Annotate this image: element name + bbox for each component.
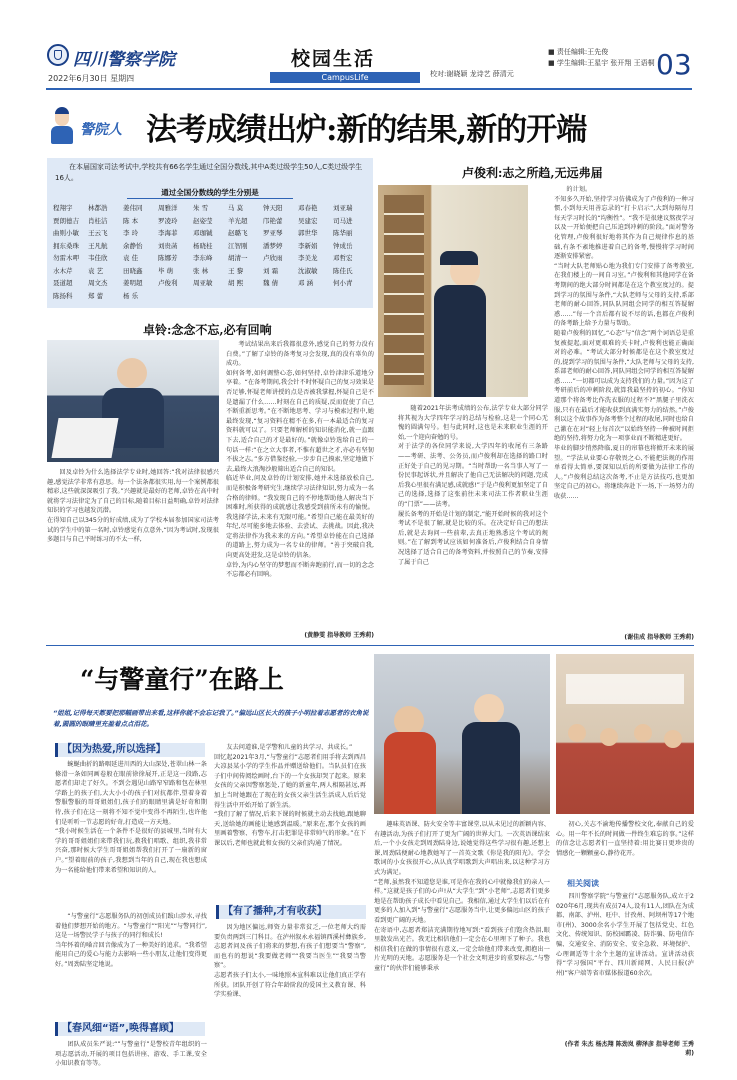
student-name: 何小青 xyxy=(333,279,353,287)
masthead xyxy=(0,0,737,100)
feature-col3b: 因为地区偏远,师资力量非常贫乏,一位老师大约需要负责两到三门科目。在泸州叙永永福镇西溪村彝族乡,志愿者问及孩子们将来的梦想,有孩子们想要当“警察”,而也有的想说“我要做老师”“我要当医生”“我要当警察”。 志愿者孩子们太小,一味地照本宣科难以让他们真正学有所获。团队开创了符合年龄阶段的爱国主义教育课、科学实验课、 xyxy=(214,924,366,999)
proof-line: 校对:谢晓颖 龙诗艺 薛清元 xyxy=(430,70,514,78)
student-name: 张 林 xyxy=(193,266,209,275)
student-name: 邝艳蕾 xyxy=(263,216,283,225)
student-name: 曲则小敏 xyxy=(53,229,79,237)
student-name: 魏 倩 xyxy=(263,279,279,287)
student-name: 刘 霜 xyxy=(263,266,279,275)
story1-byline: (黄静雯 指导教师 王秀莉) xyxy=(304,632,374,639)
student-name: 赵璐飞 xyxy=(228,229,248,237)
student-name: 李美龙 xyxy=(298,254,318,262)
student-name: 杨晓桂 xyxy=(193,241,213,250)
feature-photo-2 xyxy=(556,654,694,814)
page-number: 03 xyxy=(656,48,692,81)
student-name xyxy=(263,291,298,304)
student-name: 邓珈铖 xyxy=(193,229,213,237)
section-en: CampusLife xyxy=(321,73,369,82)
student-name xyxy=(228,291,263,304)
student-name: 沈淑敏 xyxy=(298,266,318,275)
student-name: 拥东桑珠 xyxy=(53,241,79,250)
student-name: 邓 涵 xyxy=(298,279,314,287)
student-name xyxy=(193,291,228,304)
names-title-rule xyxy=(127,198,293,199)
student-name: 王凡航 xyxy=(88,241,108,250)
story2-title: 卢俊利:志之所趋,无远弗届 xyxy=(462,166,603,180)
student-name: 李东峰 xyxy=(193,254,213,262)
student-name: 姜明超 xyxy=(123,279,143,287)
masthead-date: 2022年6月30日 星期四 xyxy=(48,74,135,83)
student-name: 王 黎 xyxy=(228,266,244,275)
student-name: 勿雷木呷 xyxy=(53,254,79,262)
student-name: 周亚敏 xyxy=(193,279,213,287)
feature-col1: 蜿蜒曲折的路咽延进川西的大山深处,苍翠山林一条條滑一条如同画卷般在眼前徐徐展开,正是这一段路,志愿者们却走了好久。不到会遇见山路窄窄路和包在林里学路上的孩子们,大大小小的孩子们对抗都伴,望着身着警服警服的哥哥姐姐们,孩子们的眼睛里满是好奇和期待,孩子们在这一刻将不知不觉中变得不再陌生,也许他们是听听一节志愿的好奇,打造成一方天地。 “我小时候生活在一个条件不是很好的县城里,当时有大学的哥哥姐姐们来带我们玩,教我们唱歌、组织,我非常兴奋,那时候大学生哥哥姐姐帮我们打开了一扇新的窗户。”望着眼前的孩子,我想到当年的自己,现在我也想成为一名能给他们带来希望和知识的人。 xyxy=(55,761,207,874)
editor-line-2: ■ 学生编辑:王星宇 张开翔 王语桐 xyxy=(548,59,655,67)
intro-box xyxy=(47,158,373,308)
student-name: 邓哲宏 xyxy=(333,254,353,262)
student-name: 聂道超 xyxy=(53,279,73,287)
story1-col2: 考试结果出来后我都很意外,感觉自己的努力没有白费。”了解了卓铃的备考复习会发现,真的没有辜负的成功。 如何备考,如何调整心态,如何坚持,卓铃津津乐道地分享着。“在备考期间,我会针不时怀疑自己的复习效果是否足够,怀疑老师讲授的点是否被我掌握,怀疑自己是不是遗漏了什么……时刻在自己的质疑,反而促使了自己不断重新思考。”在不断地思考、学习与模索过程中,她最终发现,“复习资料在精不在多,有一本最适合的复习资料就可以了。只要老师解析的知识能消化,就一直跟下去,适合自己的才是最好的。”就像卓铃选给自己的一句话一样:“在之立大事者,不惟有超世之才,亦必有坚韧不拔之志。”多方借鉴经验,一步步自己摸索,坚定地做下去,最终大浪淘沙般筛出适合自己的知识。 临近毕业,问及卓铃的计划安排,她并未选择放松自己,而是积极备考研究生,继续学习法律知识,努力成为一名合格的律师。“我发现自己的不停地帮助他人解决当下困难时,所获得的成就感让我感受到前所未有的愉悦。我选择学法,未来有无限可能。”希望自己能在最美好的年纪,尽可能多地去体验、去尝试、去挑战。因此,我决定将法律作为我未来的方向。”希望卓铃能在自己选择的道路上,努力成为一名专业的律师。“善于突破自我,向更高处进发,这是卓铃的信条。 卓铃,为内心坚守的梦想而不断奔跑前行,而一切的念念不忘都必有回响。 xyxy=(226,341,374,579)
student-name: 钟天阳 xyxy=(263,204,283,212)
feature-quote: “姐姐,记得每天都要把那幅画带出来看,这样你就不会忘记我了。”偏远山区长大的孩子小明拉着志愿者的衣角说着,圆圆的眼睛里充盈着点点泪花。 xyxy=(53,709,369,728)
section-title: 校园生活 xyxy=(291,48,376,70)
student-name xyxy=(158,291,193,304)
names-row xyxy=(53,241,369,254)
student-name xyxy=(298,291,333,304)
student-name: 水木芹 xyxy=(53,266,73,275)
intro-text: 在本届国家司法考试中,学校共有66名学生通过全国分数线,其中A类过级学生50人,C类过级学生16人。 xyxy=(55,163,363,182)
feature-byline: (作者 朱杰 杨杰翔 陈劲岚 柳泽彦 指导老师 王秀莉) xyxy=(564,1041,694,1057)
student-name: 王云飞 xyxy=(88,229,108,237)
police-mascot-icon xyxy=(47,107,77,145)
student-name: 毕 萌 xyxy=(158,266,174,275)
names-row xyxy=(53,216,369,229)
story1-photo xyxy=(47,340,219,462)
student-name: 刘亚瑞 xyxy=(333,204,353,212)
student-name: 胡 熙 xyxy=(228,279,244,287)
student-name: 周雅洋 xyxy=(158,204,178,212)
student-name: 杨 乐 xyxy=(123,291,139,300)
feature-sub1: 【因为热爱,所以选择】 xyxy=(55,743,205,757)
names-row xyxy=(53,228,369,241)
related-text: 四川警察学院“与警童行”志愿服务队,成立于2020年6月,现共有成员74人,设有11人,团队在为成都、南部、泸州、旺中、甘孜州、阿坝州等17个地市(州)、3000余名小学生开展了包括党史、红色文化、传统知识、防校园霸凌、防诈骗、防电信诈骗、交通安全、消防安全、安全急救、环境保护、心理调适等十余个主题的宣讲活动。宣讲活动获得“学习强国”平台、四川新闻网、人民日报(泸州)”客户端等省市媒体报道60余次。 xyxy=(556,893,694,977)
feature-top-rule xyxy=(46,645,694,646)
editor-line-1: ■ 责任编辑:王先俊 xyxy=(548,48,609,56)
student-name: 李 玲 xyxy=(123,229,139,237)
student-name: 潘梦婷 xyxy=(263,241,283,250)
student-name: 陈扬科 xyxy=(53,291,73,300)
student-name: 袁 佳 xyxy=(123,254,139,262)
student-name: 韦佳欣 xyxy=(88,254,108,262)
feature-photo-1 xyxy=(374,654,550,814)
feature-title: “与警童行”在路上 xyxy=(80,665,284,694)
headline-badge: 警院人 xyxy=(80,122,122,138)
story2-col2: 的计划。 不知多久开始,坚持学习仿佛成为了卢俊利的一种习惯,小到每天用善忘录的“打卡启示”,大到每隔每月每天学习时长的“均衡性”。“我不是很建议熬夜学习以及一开始便把自己压迫到冲刺的阶段。”面对警务化管理,卢俊利很好地将其作为自己规律作息的基础,有条不紊地推进着自己的备考,慢慢将学习时间逐渐安排紧密。 “当时大队老师贴心地为我们专门安排了备考教室,在我们楼上的一间自习室。”卢俊利和其他同学在备考期间的绝大部分时间都是在这个教室度过的。提到学习的氛围与条件,“大队老师与父母的支持,系部老师的耐心回答,同队队同组会同学的相互答疑解惑……”每一个音后都有说不尽的话,也都在卢俊利的备考路上给予力量与帮助。 随着卢俊利的回忆,“心态”与“信念”两个词语总是重复被提起,面对更艰难的关卡时,卢俊利也能正确面对的必难。“考试大部分时候都是在这个教室度过的,提到学习的氛围与条件,“大队老师与父母的支持,系部老师的耐心回答,同队同组会同学的相互答疑解惑……”一切都可以成为支持我们的力量。”因为这了考研前后的冲刺阶段,就算我最坚持的初心。“你知道那个将备考比作洗衣服的过程不?”黑腿子里洗衣服,只有在最后才能收获到真满实努力的结然。”卢俊利以这个故事作为备考整个过程的收尾,同时也给自己激在在对“轻上每首次”以始终坚持一种被时间拒绝的坚持,将努力化为一项事业而不断精进更好。 毕业的脚步悄然降临,夏日的帘幕也将掀开未来的展望。“学法从业要心存敬畏之心,不能把法规的作用单看得太简单,要深知以后的所要做为法律工作的人。”卢俊利总结这次备考,不止是方法技巧,也更加坚定自己的初心。将继续奔赴下一场,下一场努力的收获…… xyxy=(554,186,694,500)
student-name: 林都浩 xyxy=(88,204,108,212)
student-name: 陈华丽 xyxy=(333,229,353,237)
student-name: 姜伟同 xyxy=(123,204,143,212)
student-name: 肖桂洁 xyxy=(88,216,108,225)
student-name: 李海菲 xyxy=(158,229,178,237)
student-name: 江智刚 xyxy=(228,241,248,250)
feature-col2: “与警童行”志愿服务队的初创成员们跋山涉水,寻找着他们梦想开始的地方。“与警童行”“阳光”“与警同行”,这是一场警民学子与孩子的同行和成长! 当年怀着的嗓音回音像成为了一种美好的追求。“我希望能用自己的爱心与能力去影响一些小朋友,让他们变得更好。”周劲陆坚定地说。 xyxy=(55,913,207,968)
student-name: 周文杰 xyxy=(88,279,108,287)
student-name: 程翔宇 xyxy=(53,204,73,212)
story1-title: 卓铃:念念不忘,必有回响 xyxy=(143,323,272,337)
student-name: 钟成岳 xyxy=(333,241,353,250)
names-row xyxy=(53,278,369,291)
student-name: 刘贵菡 xyxy=(158,241,178,250)
story1-col1: 回及卓铃为什么选择法学专业时,她回答:“我对法律很感兴趣,感觉法学非常有意思。每一个法条都很实用,每一个案例都很精彩,这些就深深吸引了我。”兴趣就是最好的老师,卓铃在高中时就将学习法律定为了自己的目标,随着目标日益明确,卓铃对法律知识的学习也越发沉潜。 在得知自己以345分的好成绩,成为了学校本届参加国家司法考试的学生中的第一名时,卓铃感觉有点意外,“因为考试时,发现很多题目与自己平时练习的不太一样, xyxy=(47,469,219,544)
student-name: 贾朗德吉 xyxy=(53,216,79,225)
names-row xyxy=(53,203,369,216)
related-title: 相关阅读 xyxy=(567,879,599,888)
student-name: 李新娟 xyxy=(298,241,318,250)
student-name: 陈娜芳 xyxy=(158,254,178,262)
student-name: 赵姿莹 xyxy=(193,216,213,225)
student-name: 余静怡 xyxy=(123,241,143,250)
student-name: 卢俊利 xyxy=(158,279,178,287)
masthead-rule xyxy=(46,88,692,90)
story2-byline: (谢佳成 指导教师 王秀莉) xyxy=(624,634,694,641)
names-row xyxy=(53,291,369,304)
headline-title: 法考成绩出炉:新的结果,新的开端 xyxy=(146,112,587,148)
student-name: 郭世华 xyxy=(298,229,318,237)
feature-col4: 趣味英语课、防火安全等丰富课堂,以从未见过的新颖内容、有趣活动,为孩子们打开了更为广阔的世界大门。一次英语课结束后,一个小女孩走到周劲陆身边,说她觉得这些学习很有趣,还想上课,周劲陆便耐心地教她写了一首英文歌《你是我的阳光》。学会歌词的小女孩很开心,从认真学唱歌到大声唱出来,以这种学习方式为满足。 “老师,虽然我不知道您是谁,可是你在我的心中就像我们的亲人一样。”这就是孩子们的心声!从“大学生”到“小老师”,志愿者们更多地是在帮助孩子成长中看见自己。我相信,通过大学生们以后在有更多的人加入到“与警童行”志愿服务当中,让更多偏远山区的孩子看到更广阔的天地。 在寄语中,志愿者郑洁充满期待地写到:“看到孩子们饱含热泪,眼里散发出光芒。我无比相信他们一定会在心里埋下了种子。我也相信我们在做的事情很有意义,一定会给他们带来改变,拥抱出一片光明的天地。志愿服务是一个社会文明进步的重要标志,“与警童行”的伙伴们能够秉承 xyxy=(374,821,550,972)
feature-col5: 初心,关志不渝地传播警校文化,奉献自己的爱心。用一年不长的时间做一件终生难忘的事。”这样的信念让志愿者们一直坚持着:用比赛日更珍贵的情感化一颗颗童心,静待花开。 xyxy=(556,821,694,857)
section-en-bar xyxy=(270,72,420,83)
school-emblem-icon xyxy=(47,44,69,66)
student-name: 罗亚琴 xyxy=(263,229,283,237)
student-name: 陈 本 xyxy=(123,216,139,225)
student-name: 田晓鑫 xyxy=(123,266,143,275)
names-row xyxy=(53,266,369,279)
student-name: 卢欣雨 xyxy=(263,254,283,262)
student-name: 朱 雪 xyxy=(193,204,209,212)
story2-col1: 随着2021年法考成绩的公布,法学专业大部分同学将其视为大学四年学习的总结与检验,这是一个同心无愧的圆满句号。但与此同时,这也是未来职业生涯的开始,一个迎向奋勉的号。 对于法学的各位同学来说,大学四年的收尾有三条路——考研、法考、公务员,而卢俊利却在选择的路口时正好处于自己的见习期。“当时帮助一名当事人写了一份民事起诉状,并且解决了他自己无法解决的问题,完成后我心里很有满足感,成就感!”于是卢俊利更加坚定了自己的选择,选择了这张前往未来司法工作者职业生涯的“门票”——法考。 履长备考的开始是计划的制定,“能开始时候的我对这个考试不是很了解,就是比较的乐。在决定好自己的想法后,就是去询问一些前辈,去真正地熟悉这个考试的规则。”在了解到考试应该如何准备后,卢俊利结合自身情况选择了适合自己的备考资料,并按照自己的节奏,安排了属于自己 xyxy=(398,405,548,566)
student-name: 罗凌玲 xyxy=(158,216,178,225)
student-name: 马 莫 xyxy=(228,204,244,212)
names-grid xyxy=(53,203,369,303)
names-row xyxy=(53,253,369,266)
student-name: 司马进 xyxy=(333,216,353,225)
feature-sub2: 【春风细“语”,唤得喜顾】 xyxy=(55,1022,205,1036)
story2-photo xyxy=(378,185,528,397)
feature-sub3: 【有了播种,才有收获】 xyxy=(216,905,366,919)
student-name: 袁 艺 xyxy=(88,266,104,275)
student-name: 羊光超 xyxy=(228,216,248,225)
feature-col2b: 团队成员朱严说:“”与警童行”是警校青年组织的一项志愿活动,开展的项目包括讲座、游戏、手工课,安全小知识教育等等。 xyxy=(55,1041,207,1068)
names-title: 通过全国分数线的学生分别是 xyxy=(161,188,259,197)
student-name: 郑 蕾 xyxy=(88,291,104,300)
masthead-logo-text: 四川警察学院 xyxy=(73,50,175,70)
student-name xyxy=(333,291,368,304)
student-name: 陈佳氏 xyxy=(333,266,353,275)
student-name: 胡清一 xyxy=(228,254,248,262)
student-name: 邓春艳 xyxy=(298,204,318,212)
student-name: 吴建宏 xyxy=(298,216,318,225)
feature-col3: 友去问道谁,是学警和儿童的共学习、共成长。” 回忆起2021年3月,“与警童行”志愿者们用手将去到西昌大凉县某小学的学生作品并赠送给他们。当队员们在孩子们中间传阅绘画时,台下的一个女孩却哭了起来。原来女孩的父亲因警察惩处,了她的新童年,两人相隔甚远,再加上当时她跟在了现在的女孩父亲生活生活成人后后觉得生活中开始开始了新生活。 “我们了解了情况,后来下课的时候就主动去找她,跟她聊天,送给她的画能让她感到温暖。”原来在,那个女孩的画里画着警察、有警车,打击犯罪是非常帅气的形象。”在下课以后,老师也就此和女孩的父亲们沟通了情况。 xyxy=(214,744,366,847)
